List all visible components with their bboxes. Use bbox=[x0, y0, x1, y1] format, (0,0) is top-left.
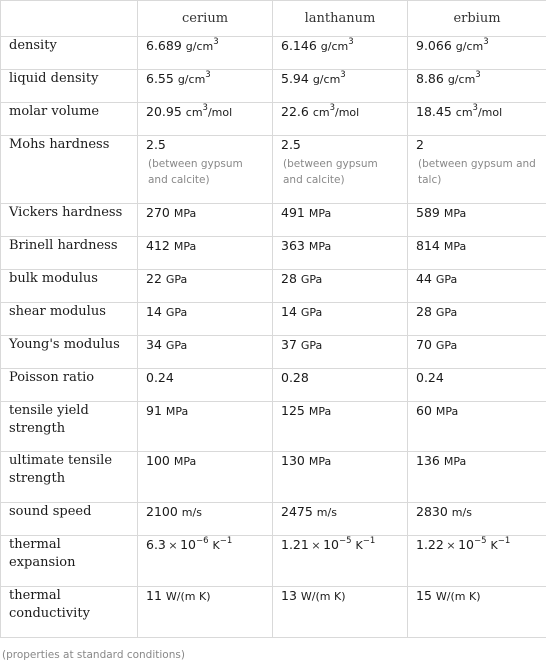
value-unit: GPa bbox=[435, 306, 458, 319]
value-number: 270 bbox=[146, 205, 170, 220]
value-unit: g/cm bbox=[185, 40, 214, 53]
value-unit: MPa bbox=[165, 405, 189, 418]
value-number: 2 bbox=[416, 137, 424, 152]
value-unit: MPa bbox=[308, 455, 332, 468]
value-cell bbox=[408, 37, 546, 70]
value-number: 22 bbox=[146, 271, 162, 286]
value-unit: K bbox=[490, 539, 498, 552]
value-number: 0.24 bbox=[416, 370, 444, 385]
value-number: 125 bbox=[281, 403, 305, 418]
value-unit: g/cm bbox=[312, 73, 341, 86]
value-unit: GPa bbox=[300, 273, 323, 286]
value-number: 60 bbox=[416, 403, 432, 418]
unit-exponent: 3 bbox=[475, 69, 481, 80]
value-cell bbox=[408, 587, 546, 638]
value-number: 9.066 bbox=[416, 38, 452, 53]
row-label: Mohs hardness bbox=[1, 136, 138, 204]
table-row bbox=[1, 336, 546, 369]
value-cell bbox=[273, 452, 408, 503]
value-unit: MPa bbox=[435, 405, 459, 418]
value-unit: GPa bbox=[300, 339, 323, 352]
value-cell bbox=[408, 204, 546, 237]
value-cell bbox=[273, 503, 408, 536]
table-row bbox=[1, 204, 546, 237]
value-unit: m/s bbox=[451, 506, 472, 519]
row-label: liquid density bbox=[1, 70, 138, 103]
value-unit: MPa bbox=[173, 240, 197, 253]
value-number: 814 bbox=[416, 238, 440, 253]
value-cell bbox=[138, 270, 273, 303]
value-unit: g/cm bbox=[320, 40, 349, 53]
value-cell bbox=[408, 503, 546, 536]
value-number: 28 bbox=[281, 271, 297, 286]
value-unit: GPa bbox=[165, 339, 188, 352]
unit-exponent: −1 bbox=[362, 535, 376, 546]
value-unit-suffix: /mol bbox=[477, 106, 503, 119]
row-label: Vickers hardness bbox=[1, 204, 138, 237]
value-cell bbox=[138, 336, 273, 369]
value-unit: g/cm bbox=[177, 73, 206, 86]
row-label: thermal conductivity bbox=[1, 587, 138, 638]
value-unit: m/s bbox=[316, 506, 337, 519]
value-unit-suffix: /mol bbox=[335, 106, 360, 119]
value-cell bbox=[273, 103, 408, 136]
unit-exponent: −1 bbox=[219, 535, 233, 546]
value-number: 11 bbox=[146, 588, 162, 603]
table-row bbox=[1, 303, 546, 336]
table-row bbox=[1, 70, 546, 103]
value-unit: m/s bbox=[181, 506, 202, 519]
header-row bbox=[1, 1, 546, 37]
table-row bbox=[1, 103, 546, 136]
value-number: 6.55 bbox=[146, 71, 174, 86]
table-row bbox=[1, 369, 546, 402]
value-cell bbox=[408, 402, 546, 452]
value-number: 20.95 bbox=[146, 104, 182, 119]
value-cell bbox=[138, 503, 273, 536]
value-cell bbox=[273, 369, 408, 402]
value-number: 6.689 bbox=[146, 38, 182, 53]
value-unit: MPa bbox=[308, 405, 332, 418]
value-number: 2830 bbox=[416, 504, 448, 519]
hardness-note: (between gypsum and calcite) bbox=[283, 158, 378, 186]
value-cell bbox=[273, 204, 408, 237]
value-unit: W/(m K) bbox=[165, 590, 211, 603]
value-unit: MPa bbox=[443, 240, 467, 253]
unit-exponent: 3 bbox=[329, 102, 336, 113]
value-cell bbox=[138, 103, 273, 136]
unit-exponent: −1 bbox=[497, 535, 511, 546]
value-number: 2.5 bbox=[146, 137, 166, 152]
value-number: 0.24 bbox=[146, 370, 174, 385]
value-unit: MPa bbox=[308, 207, 332, 220]
value-cell bbox=[273, 37, 408, 70]
value-unit: g/cm bbox=[447, 73, 476, 86]
value-cell bbox=[408, 536, 546, 587]
table-row bbox=[1, 503, 546, 536]
unit-exponent: 3 bbox=[483, 36, 489, 47]
value-number: 589 bbox=[416, 205, 440, 220]
value-number: 22.6 bbox=[281, 104, 309, 119]
value-cell bbox=[138, 452, 273, 503]
power-base: 10 bbox=[458, 537, 474, 552]
row-label: Young's modulus bbox=[1, 336, 138, 369]
value-cell bbox=[273, 536, 408, 587]
value-cell bbox=[408, 70, 546, 103]
hardness-note: (between gypsum and talc) bbox=[418, 158, 536, 186]
value-number: 15 bbox=[416, 588, 432, 603]
row-label: tensile yield strength bbox=[1, 402, 138, 452]
table-row bbox=[1, 136, 546, 204]
times-sign: × bbox=[311, 539, 321, 552]
value-cell bbox=[408, 270, 546, 303]
value-number: 491 bbox=[281, 205, 305, 220]
value-cell bbox=[273, 587, 408, 638]
value-unit: MPa bbox=[308, 240, 332, 253]
row-label: ultimate tensile strength bbox=[1, 452, 138, 503]
value-number: 14 bbox=[146, 304, 162, 319]
value-cell bbox=[273, 303, 408, 336]
value-number: 2.5 bbox=[281, 137, 301, 152]
value-number: 0.28 bbox=[281, 370, 309, 385]
unit-exponent: 3 bbox=[472, 102, 478, 113]
value-number: 5.94 bbox=[281, 71, 309, 86]
value-number: 2100 bbox=[146, 504, 178, 519]
corner-cell bbox=[1, 1, 138, 37]
value-number: 91 bbox=[146, 403, 162, 418]
value-number: 363 bbox=[281, 238, 305, 253]
unit-exponent: 3 bbox=[205, 69, 211, 80]
value-number: 412 bbox=[146, 238, 170, 253]
value-unit: g/cm bbox=[455, 40, 484, 53]
value-unit: GPa bbox=[435, 273, 458, 286]
value-cell bbox=[138, 136, 273, 204]
value-cell bbox=[408, 452, 546, 503]
value-number: 14 bbox=[281, 304, 297, 319]
value-number: 13 bbox=[281, 588, 297, 603]
table-row bbox=[1, 402, 546, 452]
table-row bbox=[1, 536, 546, 587]
unit-exponent: 3 bbox=[202, 102, 208, 113]
value-number: 8.86 bbox=[416, 71, 444, 86]
value-unit: MPa bbox=[173, 207, 197, 220]
value-number: 100 bbox=[146, 453, 170, 468]
value-unit: GPa bbox=[165, 273, 188, 286]
value-unit: cm bbox=[455, 106, 473, 119]
value-number: 37 bbox=[281, 337, 297, 352]
value-unit: GPa bbox=[300, 306, 323, 319]
value-unit: cm bbox=[185, 106, 203, 119]
times-sign: × bbox=[168, 539, 178, 552]
value-cell bbox=[408, 237, 546, 270]
row-label: Poisson ratio bbox=[1, 369, 138, 402]
power-exponent: −5 bbox=[338, 535, 352, 546]
power-base: 10 bbox=[323, 537, 339, 552]
value-cell bbox=[273, 270, 408, 303]
column-header-erbium: erbium bbox=[408, 1, 546, 37]
value-cell bbox=[408, 369, 546, 402]
value-unit: W/(m K) bbox=[300, 590, 346, 603]
power-exponent: −5 bbox=[473, 535, 487, 546]
power-exponent: −6 bbox=[196, 535, 209, 546]
row-label: shear modulus bbox=[1, 303, 138, 336]
row-label: bulk modulus bbox=[1, 270, 138, 303]
column-header-cerium: cerium bbox=[138, 1, 273, 37]
times-sign: × bbox=[446, 539, 456, 552]
row-label: thermal expansion bbox=[1, 536, 138, 587]
value-cell bbox=[138, 536, 273, 587]
power-base: 10 bbox=[180, 537, 197, 552]
value-cell bbox=[138, 587, 273, 638]
value-cell bbox=[273, 136, 408, 204]
table-row bbox=[1, 37, 546, 70]
value-cell bbox=[138, 237, 273, 270]
value-cell bbox=[273, 336, 408, 369]
value-cell bbox=[408, 303, 546, 336]
value-number: 2475 bbox=[281, 504, 313, 519]
row-label: Brinell hardness bbox=[1, 237, 138, 270]
value-cell bbox=[138, 402, 273, 452]
value-cell bbox=[138, 369, 273, 402]
value-number: 28 bbox=[416, 304, 432, 319]
value-unit: GPa bbox=[435, 339, 458, 352]
value-number: 130 bbox=[281, 453, 305, 468]
table-row bbox=[1, 452, 546, 503]
row-label: sound speed bbox=[1, 503, 138, 536]
table-row bbox=[1, 270, 546, 303]
value-unit: GPa bbox=[165, 306, 188, 319]
value-unit: K bbox=[212, 539, 220, 552]
table-row bbox=[1, 237, 546, 270]
value-number: 6.3 bbox=[146, 537, 166, 552]
value-unit: K bbox=[355, 539, 363, 552]
unit-exponent: 3 bbox=[348, 36, 354, 47]
value-cell bbox=[408, 336, 546, 369]
unit-exponent: 3 bbox=[213, 36, 219, 47]
value-unit-suffix: /mol bbox=[207, 106, 233, 119]
table-body bbox=[1, 37, 546, 638]
column-header-lanthanum: lanthanum bbox=[273, 1, 408, 37]
value-cell bbox=[408, 136, 546, 204]
value-unit: cm bbox=[312, 106, 330, 119]
value-number: 1.21 bbox=[281, 537, 309, 552]
unit-exponent: 3 bbox=[340, 69, 346, 80]
row-label: density bbox=[1, 37, 138, 70]
value-cell bbox=[138, 37, 273, 70]
row-label: molar volume bbox=[1, 103, 138, 136]
value-cell bbox=[138, 303, 273, 336]
value-number: 34 bbox=[146, 337, 162, 352]
value-unit: MPa bbox=[443, 455, 467, 468]
value-cell bbox=[273, 237, 408, 270]
value-cell bbox=[273, 402, 408, 452]
table-row bbox=[1, 587, 546, 638]
value-number: 18.45 bbox=[416, 104, 452, 119]
value-number: 136 bbox=[416, 453, 440, 468]
value-cell bbox=[138, 70, 273, 103]
value-cell bbox=[273, 70, 408, 103]
value-unit: MPa bbox=[173, 455, 197, 468]
value-cell bbox=[138, 204, 273, 237]
value-number: 1.22 bbox=[416, 537, 444, 552]
footnote: (properties at standard conditions) bbox=[2, 649, 185, 661]
value-number: 44 bbox=[416, 271, 432, 286]
value-number: 70 bbox=[416, 337, 432, 352]
value-number: 6.146 bbox=[281, 38, 317, 53]
value-unit: W/(m K) bbox=[435, 590, 481, 603]
value-unit: MPa bbox=[443, 207, 467, 220]
hardness-note: (between gypsum and calcite) bbox=[148, 158, 243, 186]
value-cell bbox=[408, 103, 546, 136]
